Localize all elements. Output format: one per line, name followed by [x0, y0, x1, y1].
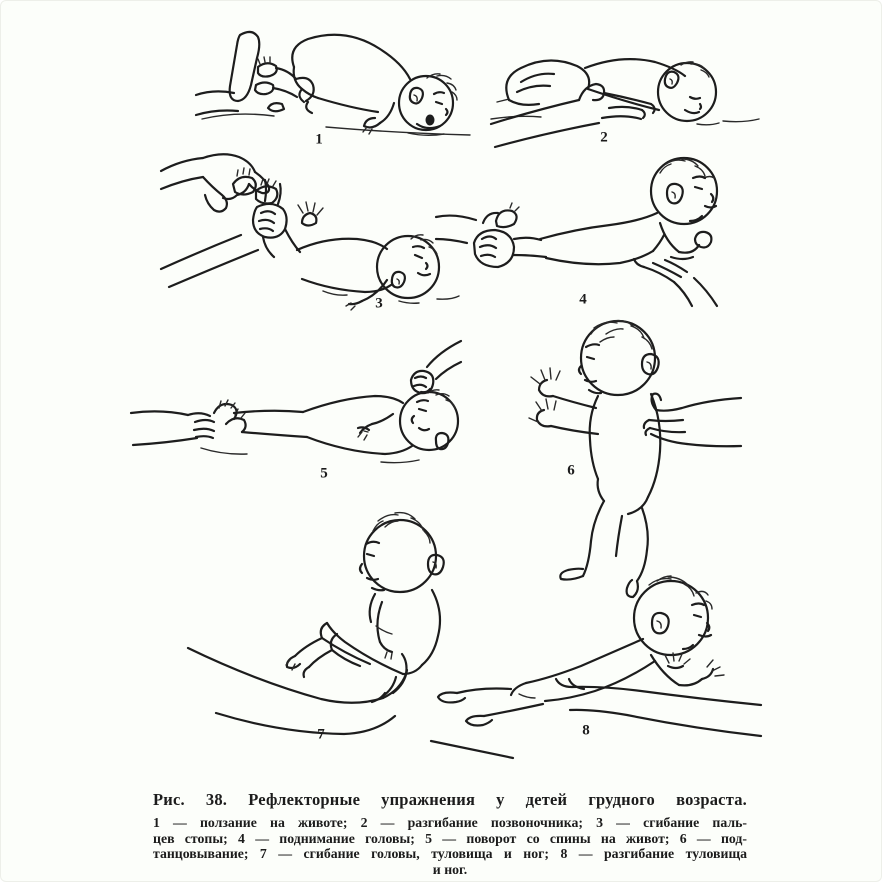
- figure-caption-title-text: Рефлекторные упражнения у детей грудного возраста.: [248, 790, 747, 809]
- baby-head-raising-drawing: [436, 151, 751, 306]
- baby-spine-extension-drawing: [491, 26, 761, 151]
- baby-turning-drawing: [131, 336, 461, 486]
- figure-caption: [153, 790, 747, 877]
- baby-extended-drawing: [431, 563, 761, 758]
- figure-5-illustration: [131, 336, 461, 486]
- figure-5-number: 5: [320, 465, 328, 482]
- figure-4-number: 4: [579, 291, 587, 308]
- baby-flexed-drawing: [186, 506, 471, 751]
- baby-crawling-drawing: [196, 23, 476, 158]
- figure-8-number: 8: [582, 722, 590, 739]
- figure-7-illustration: [186, 506, 471, 751]
- baby-toe-flexion-drawing: [161, 151, 461, 316]
- figure-8-illustration: [431, 563, 761, 758]
- figure-caption-line-3: танцовывание; 7 — сгибание головы, туловища и ног; 8 — разгибание туловища: [153, 846, 747, 862]
- figure-2-number: 2: [600, 129, 608, 146]
- figure-caption-line-1: 1 — ползание на животе; 2 — разгибание позвоночника; 3 — сгибание паль-: [153, 815, 747, 830]
- figure-1-illustration: [196, 23, 476, 158]
- figure-3-number: 3: [375, 295, 383, 312]
- figure-6-number: 6: [567, 462, 575, 479]
- figure-3-illustration: [161, 151, 461, 316]
- figure-1-number: 1: [315, 131, 323, 148]
- figure-2-illustration: [491, 26, 761, 151]
- figure-caption-line-2: цев стопы; 4 — поднимание головы; 5 — поворот со спины на живот; 6 — под-: [153, 830, 747, 846]
- figure-caption-title: [153, 790, 747, 810]
- figure-4-illustration: [436, 151, 751, 306]
- figure-caption-line-4: и ног.: [432, 861, 468, 877]
- figure-7-number: 7: [317, 726, 325, 743]
- figure-caption-label: Рис. 38.: [153, 790, 228, 809]
